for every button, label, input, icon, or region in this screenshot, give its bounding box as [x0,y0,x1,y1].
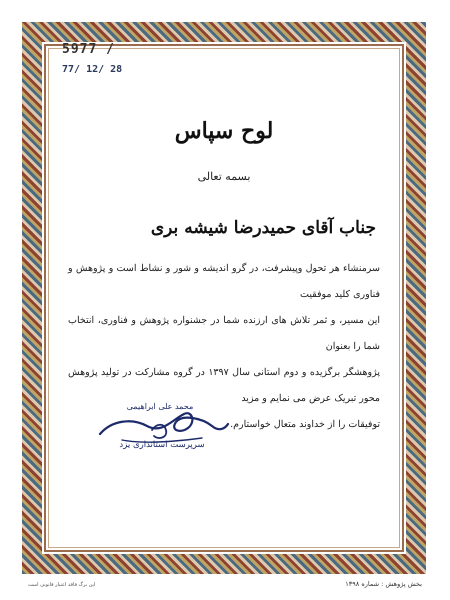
signature-block [92,400,232,460]
footer-note-left: این برگ فاقد اعتبار قانونی است [28,582,96,588]
recipient-name: جناب آقای حمیدرضا شیشه بری [150,218,376,238]
invocation: بسمه تعالی [197,170,251,183]
body-line: این مسیر، و ثمر تلاش های ارزنده شما در جشنواره پژوهش و فناوری، انتخاب شما را بعنوان [68,315,380,352]
certificate-content [50,42,398,546]
certificate-title: لوح سپاس [174,118,274,144]
footer-note-right: بخش پژوهش : شماره ۱۳۹۸ [345,580,422,588]
reference-date: 77/ 12/ 28 [62,64,123,75]
reference-number: 5977 / [62,42,115,57]
body-line: سرمنشاء هر تحول وپیشرفت، در گرو اندیشه و شور و نشاط است و پژوهش و فناوری کلید موفقیت [68,263,380,300]
body-line: توفیقات را از خداوند متعال خواستارم. [230,419,380,430]
body-line: پژوهشگر برگزیده و دوم استانی سال ۱۳۹۷ در گروه مشارکت در تولید پژوهش محور تبریک عرض می نمایم و مزید [68,367,380,404]
signatory-name: محمد علی ابراهیمی [126,402,194,411]
signatory-title: سرپرست استانداری یزد [119,440,205,450]
